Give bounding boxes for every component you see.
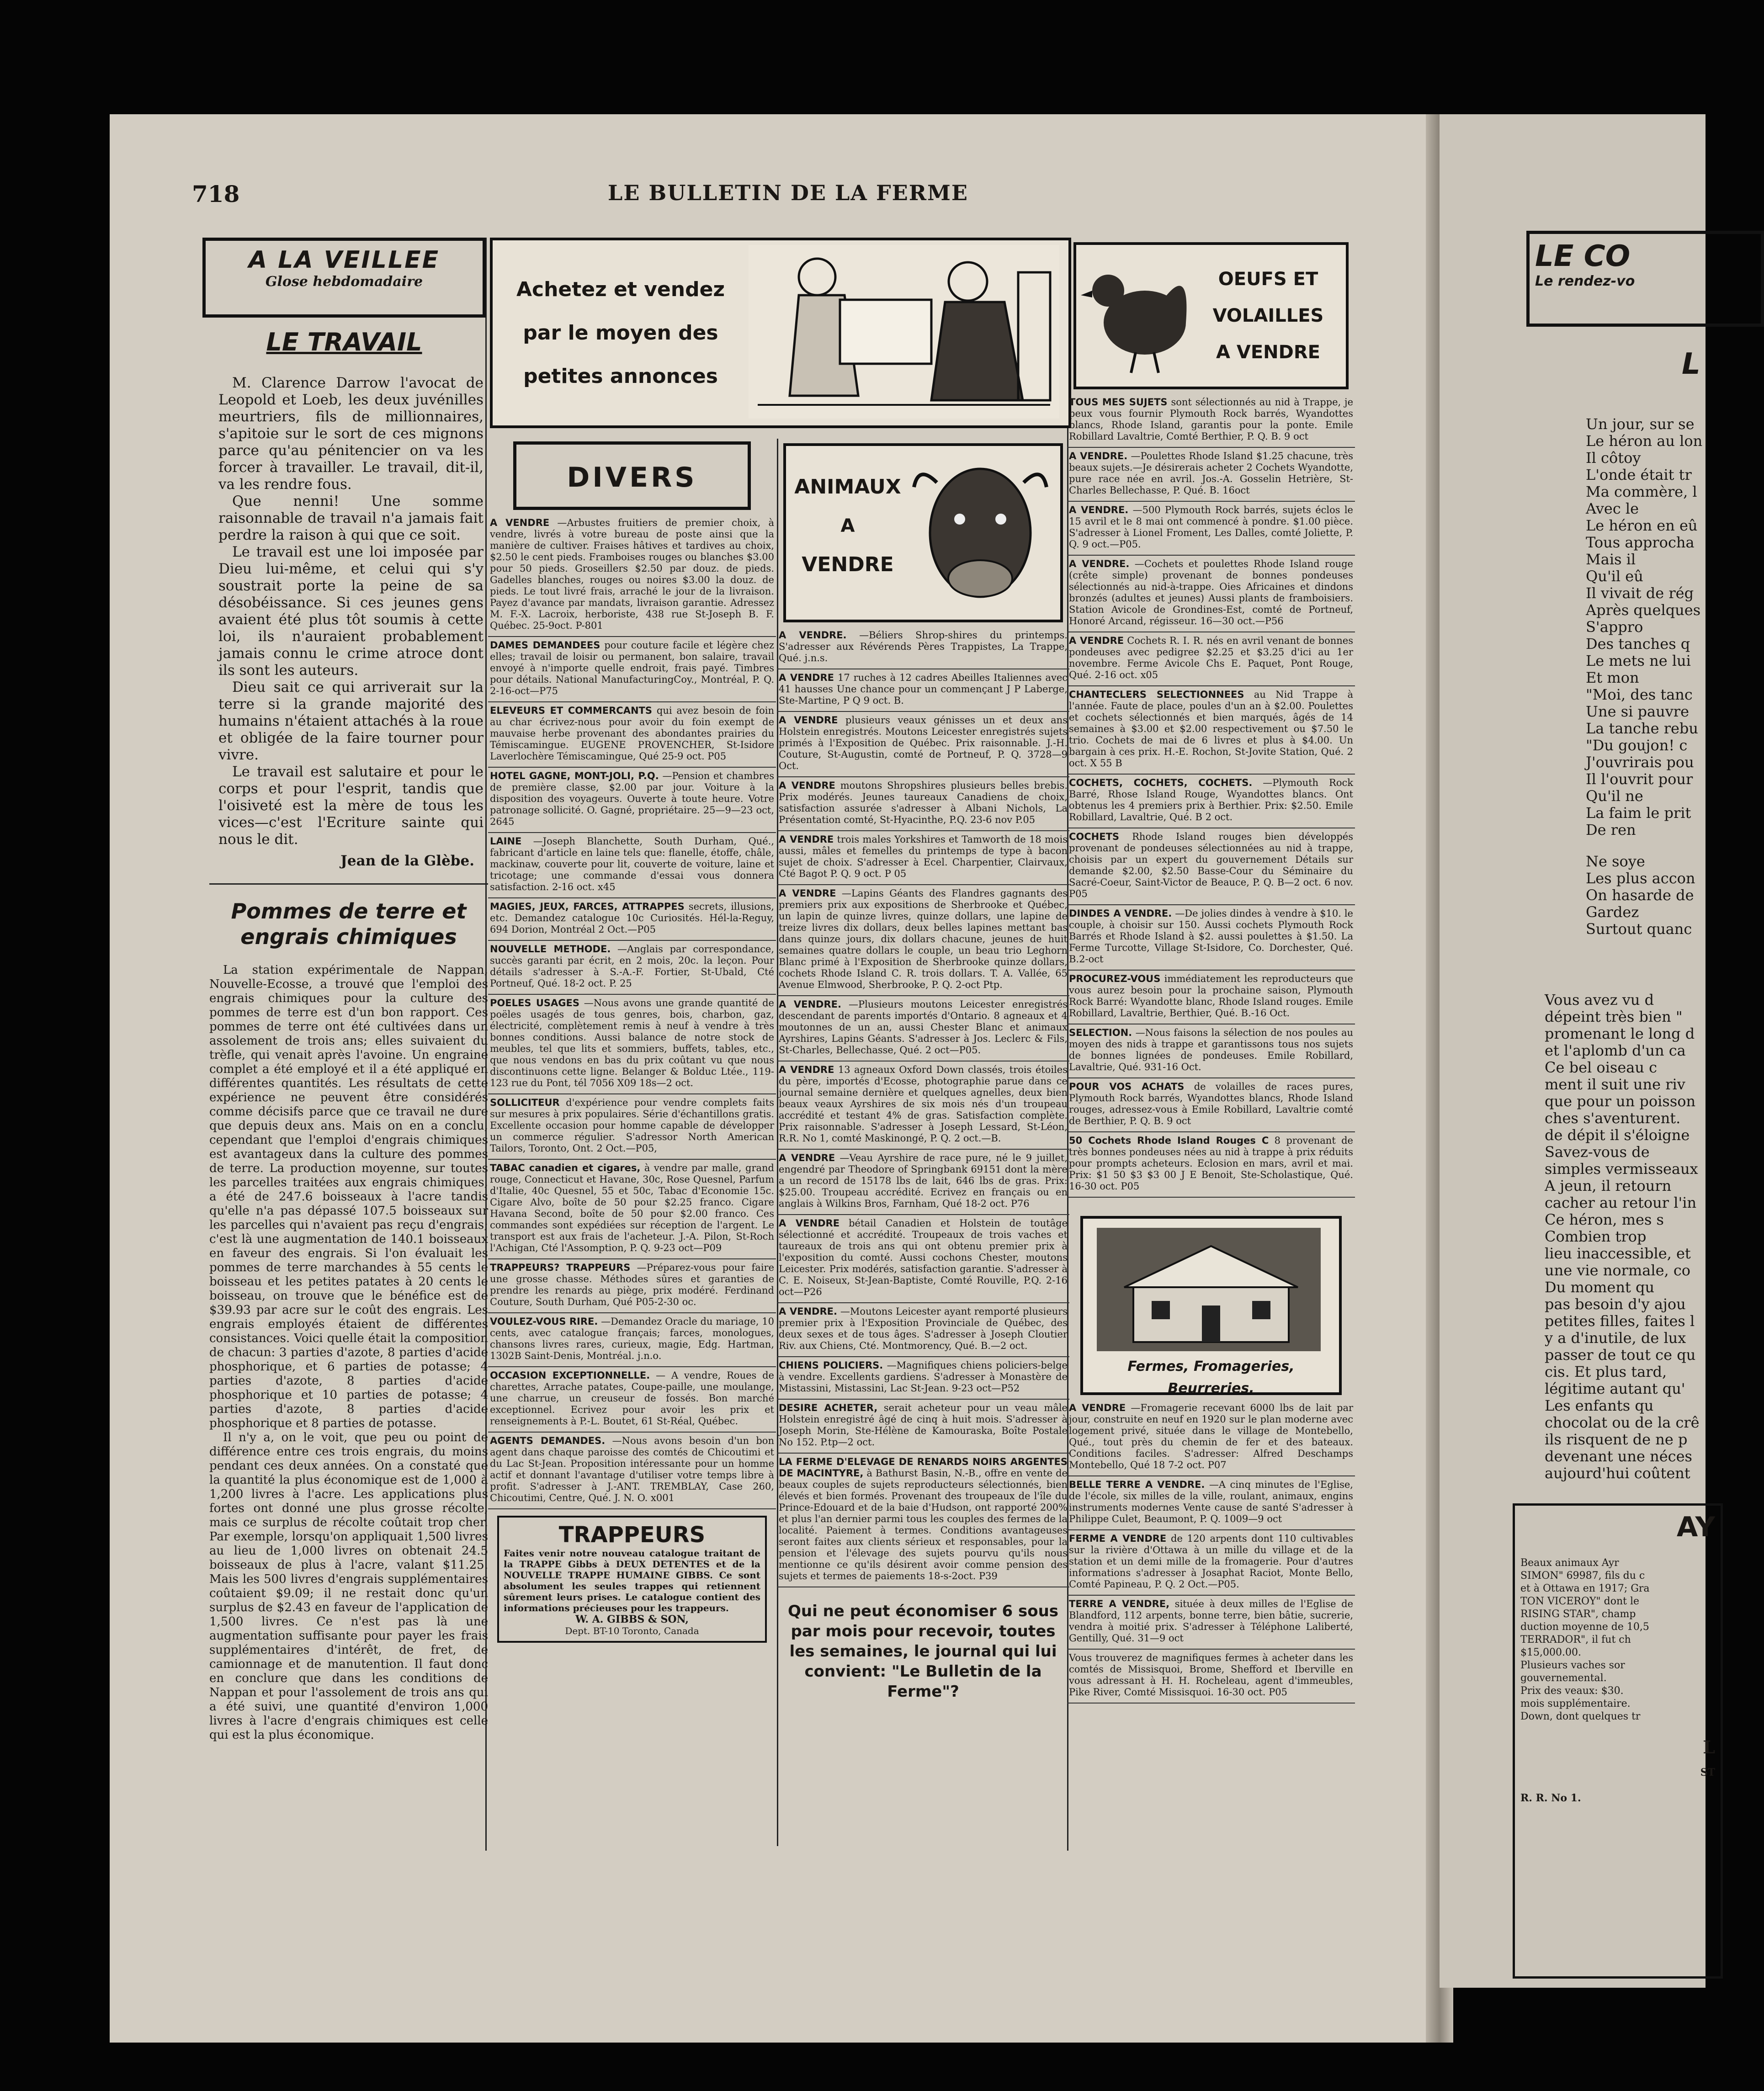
- next-heading: LE CO: [1535, 239, 1631, 273]
- classified-ad: [777, 1303, 1069, 1357]
- paragraph: Il n'y a, on le voit, que peu ou point de différence entre ces trois engrais, du moins pendant ces deux années. On a constaté que la quantité la plus économique est de 1,000 à 1,200 livres à l'acre. Les applications plus fortes ont donné une plus grosse récolte, mais ce surplus de récolte coûtait trop cher. Par exemple, lorsqu'on appliquait 1,500 livres au lieu de 1,000 livres on obtenait 24.5 boisseaux de plus à l'acre, valant $11.25. Mais les 500 livres d'engrais supplémentaires coûtaient $9.09; il ne restait donc qu'un surplus de $2.43 en faveur de l'application de 1,500 livres. Ce n'est pas là une augmentation suffisante pour payer les frais supplémentaires d'intérêt, de fret, de camionnage et de manutention. Il faut donc en conclure que dans les conditions de Nappan et pour l'assolement de trois ans qui a été suivi, une quantité d'environ 1,000 livres à l'acre d'engrais chimiques est celle qui est la plus économique.: [209, 1431, 488, 1742]
- text-line: chocolat ou de la crê: [1545, 1414, 1700, 1431]
- text-line: Les plus accon: [1586, 870, 1695, 887]
- text-line: Le héron au lon: [1586, 432, 1703, 450]
- text-line: duction moyenne de 10,5: [1520, 1621, 1649, 1633]
- ad-lead: A VENDRE: [779, 888, 836, 899]
- ad-lead: DINDES A VENDRE.: [1069, 908, 1172, 919]
- text-line: On hasarde de: [1586, 886, 1694, 904]
- next-ad-heading: AY: [1676, 1511, 1715, 1543]
- classified-ad: [488, 898, 776, 941]
- ad-text: —Nous faisons la sélection de nos poules au moyen des nids à trappe et garantissons tous nos sujets de bonnes lignées de pondeuses. Emile Robillard, Lavaltrie, Qué. 931-16 Oct.: [1069, 1027, 1353, 1072]
- ad-lead: DAMES DEMANDEES: [490, 640, 600, 651]
- text-line: Il vivait de rég: [1586, 584, 1694, 602]
- paragraph: M. Clarence Darrow l'avocat de Leopold et Loeb, les deux juvénilles meurtriers, fils de millionnaires, s'apitoie sur le sort de ces mignons parce qu'au pénitencier on va les forcer à travailler. Le travail, dit-il, va les rendre fous.: [218, 375, 484, 493]
- text-line: Avec le: [1586, 500, 1639, 517]
- oeufs-heading: [1200, 261, 1337, 371]
- animaux-heading: [791, 464, 905, 588]
- text-line: Les enfants qu: [1545, 1397, 1654, 1414]
- classified-ad: [777, 1061, 1069, 1150]
- ad-text: immédiatement les reproducteurs que vous aurez besoin pour la prochaine saison, Plymouth Rock Barré: Wyandotte blanc, Rhode Island rouges. Emile Robillard, Lavaltrie, Berthier, Qué. B.-16 Oct.: [1069, 973, 1353, 1019]
- classified-ad: [1067, 905, 1355, 971]
- text-line: SIMON" 69987, fils du c: [1520, 1570, 1645, 1582]
- text-line: lieu inaccessible, et: [1545, 1245, 1691, 1262]
- classified-ad: [488, 768, 776, 833]
- ad-text: —Lapins Géants des Flandres gagnants des premiers prix aux expositions de Sherbrooke et Québec, un lapin de quinze livres, quinze dollars, une lapine de treize livres dix dollars, deux belles lapines mettant bas dans quinze jours, dix dollars chacune, jeunes de huit semaines quatre dollars le couple, un beau trio Leghorn Blanc primé à l'Exposition de Sherbrooke quinze dollars, cochets Rhode Island C. R. trois dollars. T. A. Vallée, 65 Avenue Elmwood, Sherbrooke, P. Q. 2-oct Ptp.: [779, 888, 1068, 990]
- ad-lead: SELECTION.: [1069, 1027, 1132, 1038]
- text-line: Gardez: [1586, 903, 1639, 921]
- classified-ad: [777, 777, 1069, 831]
- ad-text: —De jolies dindes à vendre à $10. le couple, à choisir sur 150. Aussi cochets Plymouth Rock Barrés et Rhode Island à $2. aussi poulettes à $1.50. La Ferme Turcotte, Village St-Isidore, Co. Dorchester, Qué. B.2-oct: [1069, 908, 1353, 965]
- heading-line: VENDRE: [802, 553, 894, 576]
- banner-line: par le moyen des: [523, 321, 718, 345]
- paragraph: Dieu sait ce qui arriverait sur la terre si la grande majorité des humains n'étaient attachés à la roue et obligée de la faire tourner pour vivre.: [218, 679, 484, 763]
- classified-ad: [1067, 1530, 1355, 1596]
- ad-lead: A VENDRE.: [1069, 558, 1130, 569]
- ad-lead: COCHETS, COCHETS, COCHETS.: [1069, 777, 1253, 788]
- heading-line: OEUFS ET: [1218, 269, 1318, 290]
- banner-line: Achetez et vendez: [516, 278, 725, 301]
- ad-lead: AGENTS DEMANDES.: [490, 1435, 606, 1446]
- ad-text: qui avez besoin de foin au char écrivez-nous pour avoir du foin exempt de mauvaise herbe provenant des abondantes prairies du Témiscamingue. EUGENE PROVENCHER, St-Isidore Laverlochère Témiscamingue, Qué 25-9 oct. P05: [490, 705, 774, 762]
- text-line: Après quelques: [1586, 601, 1701, 619]
- ad-lead: A VENDRE: [779, 672, 834, 683]
- oeufs-heading-box: [1073, 242, 1349, 389]
- ad-text: 8 provenant de très bonnes pondeuses nées au nid à trappe à prix réduits pour prompts acheteurs. Eclosion en mars, avril et mai. Prix: $1 50 $3 $3 00 J E Benoit, Ste-Scholastique, Qué. 16-30 oct. P05: [1069, 1135, 1353, 1192]
- trappeurs-signature: W. A. GIBBS & SON,: [575, 1613, 689, 1625]
- ad-text: —Moutons Leicester ayant remporté plusieurs premier prix à l'Exposition Provinciale de Québec, des deux sexes et de tous âges. S'adresser à Joseph Cloutier Riv. aux Chiens, Cté. Montmorency, Qué. B.—2 oct.: [779, 1306, 1068, 1351]
- text-line: que pour un poisson: [1545, 1093, 1696, 1110]
- text-line: Des tanches q: [1586, 635, 1690, 653]
- text-line: La tanche rebu: [1586, 720, 1699, 737]
- ad-lead: LA FERME D'ELEVAGE DE RENARDS NOIRS ARGENTES DE MACINTYRE,: [779, 1456, 1068, 1479]
- text-line: légitime autant qu': [1545, 1380, 1685, 1397]
- next-ad-side: L: [1703, 1737, 1715, 1757]
- ad-text: —Demandez Oracle du mariage, 10 cents, avec catalogue français; farces, monologues, chansons livres rares, curieux, magie, Edg. Hartman, 1302B Saint-Denis, Montréal. j.n.o.: [490, 1316, 774, 1361]
- text-line: simples vermisseaux: [1545, 1160, 1698, 1178]
- trappeurs-box: [497, 1516, 767, 1643]
- text-line: TERRADOR", il fut ch: [1520, 1634, 1631, 1645]
- text-line: promenant le long d: [1545, 1025, 1695, 1042]
- ad-text: —Nous avons besoin d'un bon agent dans chaque paroisse des comtés de Chicoutimi et du Lac St-Jean. Proposition intéressante pour un homme actif et donnant l'avantage d'utiliser votre temps libre à profit. S'adresser à J.-ANT. TREMBLAY, Case 260, Chicoutimi, Centre, Qué. J. N. O. x001: [490, 1435, 774, 1503]
- classified-ad: [1067, 775, 1355, 828]
- text-line: Il l'ouvrit pour: [1586, 770, 1693, 788]
- text-line: devenant une néces: [1545, 1448, 1692, 1465]
- text-line: Plusieurs vaches sor: [1520, 1660, 1625, 1671]
- ad-lead: NOUVELLE METHODE.: [490, 944, 611, 955]
- ad-lead: PROCUREZ-VOUS: [1069, 973, 1161, 984]
- next-ad-footer: R. R. No 1.: [1520, 1792, 1581, 1804]
- ad-lead: POUR VOS ACHATS: [1069, 1081, 1185, 1092]
- text-line: Le mets ne lui: [1586, 652, 1691, 669]
- text-line: pas besoin d'y ajou: [1545, 1295, 1686, 1313]
- veillee-heading: A LA VEILLEE: [248, 246, 440, 274]
- ad-text: sont sélectionnés au nid à Trappe, je peux vous fournir Plymouth Rock barrés, Wyandottes blancs, Rhode Island, garantis pour la ponte. Emile Robillard Lavaltrie, Comté Berthier, P. Q. B. 9 oct: [1069, 397, 1353, 442]
- text-line: De ren: [1586, 821, 1636, 839]
- ad-lead: A VENDRE.: [779, 630, 847, 641]
- ad-lead: A VENDRE: [779, 1064, 834, 1075]
- classified-ad: [488, 1433, 776, 1509]
- divers-heading: DIVERS: [567, 462, 697, 494]
- classified-ad: [777, 627, 1069, 669]
- ad-text: —Fromagerie recevant 6000 lbs de lait par jour, construite en neuf en 1920 sur le plan moderne avec logement privé, située dans le village de Montebello, Qué., tout près du chemin de fer et des bateaux. Conditions faciles. S'adresser: Alfred Deschamps Montebello, Qué 18 7-2 oct. P07: [1069, 1402, 1353, 1470]
- text-line: A jeun, il retourn: [1545, 1177, 1672, 1194]
- ad-text: à vendre par malle, grand rouge, Connecticut et Havane, 30c, Rose Quesnel, Parfum d'Italie, 40c Quesnel, 55 et 50c, Tabac d'Economie 15c. Cigare Alvo, boîte de 50 pour $2.25 franco. Cigare Havana Second, boîte de 50 pour $2.00 franco. Ces commandes sont expédiées sur réception de l'argent. Le transport est aux frais de l'acheteur. J.-A. Pilon, St-Roch l'Achigan, Cté l'Assomption, P. Q. 9-23 oct—P09: [490, 1162, 774, 1253]
- ad-text: —Cochets et poulettes Rhode Island rouge (crête simple) provenant de bonnes pondeuses sélectionnés au nid-à-trappe. Oies Africaines et dindons bronzés (adultes et jeunes) Aussi plants de framboisiers. Station Avicole de Grondines-Est, comté de Portneuf, Honoré Arcand, régisseur. 16—30 oct.—P56: [1069, 558, 1353, 626]
- ad-text: —500 Plymouth Rock barrés, sujets éclos le 15 avril et le 8 mai ont commencé à pondre. $1.00 pièce. S'adresser à Lionel Froment, Les Dalles, comté Joliette, P. Q. 9 oct.—P05.: [1069, 504, 1353, 550]
- ad-text: —Préparez-vous pour faire une grosse chasse. Méthodes sûres et garanties de prendre les renards au piège, prix modéré. Ferdinand Couture, South Durham, Qué P05-2-30 oc.: [490, 1262, 774, 1307]
- banner-slogan: [502, 268, 739, 398]
- fermes-heading-box: [1080, 1216, 1342, 1395]
- text-line: Ce bel oiseau c: [1545, 1059, 1658, 1076]
- banner-line: petites annonces: [523, 365, 718, 388]
- text-line: $15,000.00.: [1520, 1647, 1581, 1658]
- text-line: y a d'inutile, de lux: [1545, 1329, 1686, 1347]
- ad-text: au Nid Trappe à l'année. Faute de place, poules d'un an à $2.00. Poulettes et cochets sélectionnés et bien marqués, âgés de 14 semaines à $3.00 et $2.00 respectivement ou $7.50 le trio. Cochets de mai de 6 livres et plus à $4.00. Un bargain à ces prix. H.-E. Rochon, St-Jovite Station, Qué. 2 oct. X 55 B: [1069, 689, 1353, 769]
- ad-text: —Plymouth Rock Barré, Rhose Island Rouge, Wyandottes blancs. Ont obtenus les 4 premiers prix à Berthier. Prix: $2.50. Emile Robillard, Lavaltrie, Qué. B 2 oct.: [1069, 777, 1353, 823]
- text-line: Ne soye: [1586, 853, 1645, 870]
- ad-lead: TERRE A VENDRE,: [1069, 1598, 1170, 1609]
- ad-text: — A vendre, Roues de charettes, Arrache patates, Coupe-paille, une moulange, une charrue, un creuseur de fossés. Bon marché exceptionnel. Ecrivez pour avoir les prix et renseignements à P.-L. Boutet, 61 St-Réal, Québec.: [490, 1370, 774, 1427]
- next-poem: [1586, 416, 1723, 938]
- bull-head-icon: [909, 455, 1051, 606]
- fermes-ads: [1067, 1400, 1355, 1704]
- column-veillee: [191, 238, 497, 1800]
- classified-ad: [777, 885, 1069, 996]
- text-line: S'appro: [1586, 618, 1643, 636]
- ad-lead: A VENDRE: [1069, 635, 1124, 646]
- page-number: 718: [192, 180, 240, 207]
- classified-ad: [488, 995, 776, 1094]
- ad-lead: CHANTECLERS SELECTIONNEES: [1069, 689, 1244, 700]
- text-line: Vous avez vu d: [1545, 991, 1654, 1008]
- classified-ad: [777, 1215, 1069, 1303]
- subscription-promo: Qui ne peut économiser 6 sous par mois pour recevoir, toutes les semaines, le journal qui lui convient: "Le Bulletin de la Ferme"?: [787, 1602, 1059, 1701]
- text-line: "Moi, des tanc: [1586, 686, 1693, 703]
- text-line: aujourd'hui coûtent: [1545, 1465, 1690, 1482]
- ad-text: pour couture facile et légère chez elles; travail de loisir ou permanent, bon salaire, travail envoyé à n'importe quelle endroit, frais payé. Timbres pour détails. National ManufacturingCoy., Montréal, P. Q. 2-16-oct—P75: [490, 640, 774, 696]
- classified-ad: [1067, 686, 1355, 775]
- classified-ad: [1067, 1024, 1355, 1078]
- text-line: Et mon: [1586, 669, 1639, 686]
- text-line: Ce héron, mes s: [1545, 1211, 1664, 1228]
- ad-lead: VOULEZ-VOUS RIRE.: [490, 1316, 598, 1327]
- text-line: J'ouvrirais pou: [1586, 754, 1694, 771]
- text-line: une vie normale, co: [1545, 1262, 1691, 1279]
- ad-lead: FERME A VENDRE: [1069, 1533, 1167, 1544]
- trappeurs-title: TRAPPEURS: [558, 1522, 706, 1548]
- ad-lead: BELLE TERRE A VENDRE.: [1069, 1479, 1205, 1490]
- ad-lead: MAGIES, JEUX, FARCES, ATTRAPPES: [490, 901, 685, 912]
- classified-ad: [488, 1367, 776, 1433]
- text-line: de dépit il s'éloigne: [1545, 1126, 1690, 1144]
- classified-ad: [1067, 394, 1355, 448]
- classified-ad: [1067, 971, 1355, 1024]
- ad-text: —Arbustes fruitiers de premier choix, à vendre, livrés à votre bureau de poste ainsi que la manière de cultiver. Fraises hâtives et tardives au choix, $2.50 le cent pieds. Framboises rouges ou blanches $3.00 pour 50 pieds. Groseillers $2.50 par douz. de pieds. Gadelles blanches, rouges ou noires $3.00 la douz. de pieds. Le tout livré frais, arraché le jour de la livraison. Payez d'avance par mandats, livraison garantie. Adressez M. F.-X. Lacroix, herboriste, 438 rue St-Joseph B. F. Québec. 25-9oct. P-801: [490, 517, 775, 631]
- ad-text: bétail Canadien et Holstein de toutâge sélectionné et accrédité. Troupeaux de trois vaches et taureaux de trois ans qui ont obtenu premier prix à l'exposition du comté. Aussi cochons Chester, moutons Leicester. Prix modérés, satisfaction garantie. S'adresser à C. E. Noiseux, St-Jean-Baptiste, Comté Rouville, P.Q. 2-16 oct—P26: [779, 1218, 1068, 1297]
- ad-text: moutons Shropshires plusieurs belles brebis. Prix modérés. Jeunes taureaux Canadiens de choix, satisfaction assurée s'adresser à Albani Nichols, La Présentation comté, St-Hyacinthe, P.Q. 23-6 nov P.05: [779, 780, 1068, 825]
- ad-lead: A VENDRE: [779, 834, 834, 845]
- ad-lead: HOTEL GAGNE, MONT-JOLI, P.Q.: [490, 770, 659, 781]
- veillee-heading-box: [202, 238, 486, 318]
- classified-ad: [1067, 632, 1355, 686]
- heading-line: A VENDRE: [1216, 342, 1320, 363]
- column-divers: [488, 439, 776, 1864]
- text-line: [1586, 839, 1723, 853]
- text-line: Qu'il eû: [1586, 568, 1643, 585]
- next-ad-lines: [1520, 1557, 1715, 1723]
- ad-text: à Bathurst Basin, N.-B., offre en vente de beaux couples de sujets reproducteurs sélectionnés, bien élevés et bien formés. Provenant des troupeaux de l'île du Prince-Edouard et de la baie d'Hudson, ont rapporté 200% et plus l'an dernier parmi tous les couples des fermes de la localité. Paiement à termes. Conditions avantageuses seront faites aux clients sérieux et responsables, pour la pension et l'élevage des sujets pourvu qu'ils nous mentionne ce qu'ils désirent avoir comme pension des sujets et termes de paiements 18-s-2oct. P39: [779, 1468, 1068, 1582]
- ad-lead: A VENDRE: [1069, 1402, 1126, 1413]
- petites-annonces-banner: [490, 238, 1071, 428]
- ad-lead: CHIENS POLICIERS.: [779, 1360, 883, 1371]
- ad-text: —Anglais par correspondance, succès garanti par écrit, en 2 mois, 20c. la leçon. Pour détails s'adresser à S.-A.-F. Fortier, St-Ubald, Cté Portneuf, Qué. 18-2 oct. P. 25: [490, 944, 774, 989]
- column-oeufs: [1067, 238, 1355, 1851]
- text-line: petites filles, faites l: [1545, 1312, 1695, 1330]
- ad-text: 13 agneaux Oxford Down classés, trois étoiles du père, importés d'Ecosse, photographie parue dans ce journal semaine dernière et quelques agnelles, deux bien beaux veaux Ayrshires de six mois nés d'un troupeau accrédité et testant 4% de gras. Satisfaction complète. Prix raisonnable. S'adresser à Joseph Lessard, St-Léon, R.R. No 1, comté Maskinongé, P. Q. 2 oct.—B.: [779, 1064, 1068, 1144]
- ad-text: Vous trouverez de magnifiques fermes à acheter dans les comtés de Missisquoi, Brome, Shefford et Iberville en vous adressant à H. H. Rocheleau, agent d'immeubles, Pike River, Comté Missisquoi. 16-30 oct. P05: [1069, 1652, 1353, 1698]
- classified-ad: [1067, 556, 1355, 632]
- heading-line: ANIMAUX: [794, 475, 901, 499]
- text-line: Savez-vous de: [1545, 1143, 1650, 1161]
- ad-lead: A VENDRE.: [1069, 504, 1129, 515]
- classified-ad: [488, 702, 776, 768]
- ad-lead: TOUS MES SUJETS: [1069, 397, 1168, 408]
- next-ad-side: ST: [1700, 1767, 1715, 1778]
- ad-text: Cochets R. I. R. nés en avril venant de bonnes pondeuses avec pedigree $2.25 et $3.25 d'ici au 1er novembre. Ferme Avicole Chs E. Paquet, Pont Rouge, Qué. 2-16 oct. x05: [1069, 635, 1353, 680]
- text-line: mois supplémentaire.: [1520, 1698, 1631, 1709]
- text-line: Ma commère, l: [1586, 483, 1697, 500]
- text-line: et l'aplomb d'un ca: [1545, 1042, 1686, 1059]
- next-subheading: Le rendez-vo: [1535, 273, 1635, 289]
- paragraph: Le travail est une loi imposée par Dieu lui-même, et celui qui s'y soustrait porte la peine de sa désobéissance. Si ces jeunes gens avaient été plus tôt soumis à cette loi, ils n'auraient probablement jamais connu le crime atroce dont ils sont les auteurs.: [218, 544, 484, 679]
- classified-ad: [777, 669, 1069, 712]
- ad-lead: TABAC canadien et cigares,: [490, 1162, 641, 1173]
- text-line: Mais il: [1586, 551, 1636, 568]
- veillee-subheading: Glose hebdomadaire: [265, 274, 423, 290]
- ad-text: —Joseph Blanchette, South Durham, Qué., fabricant d'article en laine tels que: flanelle, étoffe, châle, mackinaw, couverte pour lit, couverte de voiture, laine et tricotage; une commande d'essai vous donnera satisfaction. 2-16 oct. x45: [490, 836, 774, 892]
- ad-text: secrets, illusions, etc. Demandez catalogue 10c Curiosités. Hél-la-Reguy, 694 Dorion, Montréal 2 Oct.—P05: [490, 901, 774, 935]
- text-line: passer de tout ce qu: [1545, 1346, 1696, 1364]
- trappeurs-text: Faites venir notre nouveau catalogue traitant de la TRAPPE Gibbs à DEUX DETENTES et de la NOUVELLE TRAPPE HUMAINE GIBBS. Ce sont absolument les seules trappes qui retiennent sûrement leurs prises. Le catalogue contient des informations précieuses pour les trappeurs.: [504, 1548, 760, 1613]
- ad-text: —Magnifiques chiens policiers-belge à vendre. Excellents gardiens. S'adresser à Monastère de Mistassini, Mistassini, Lac St-Jean. 9-23 oct—P52: [779, 1360, 1068, 1394]
- ad-lead: A VENDRE: [779, 1152, 835, 1163]
- text-line: Down, dont quelques tr: [1520, 1711, 1641, 1722]
- chicken-icon: [1081, 254, 1195, 377]
- paragraph: La station expérimentale de Nappan, Nouvelle-Ecosse, a trouvé que l'emploi des engrais chimiques pour la culture des pommes de terre est d'un bon rapport. Ces pommes de terre ont été cultivées dans un assolement de trois ans; elles suivaient du trèfle, qui venait après l'avoine. Un engraine complet a été employé et il a été appliqué en différentes quantités. Les résultats de cette expérience ne peuvent être considérés comme décisifs parce que ce travail ne dure que depuis deux ans. Mais on en a conclu, cependant que l'emploi d'engrais chimiques est avantageux dans la culture des pommes de terre. La production moyenne, sur toutes les parcelles traitées aux engrais chimiques, a été de 247.6 boisseaux à l'acre tandis qu'elle n'a pas dépassé 107.5 boisseaux sur les parcelles qui n'avaient pas reçu d'engrais; c'est là une augmentation de 140.1 boisseaux en faveur des engrais. Si l'on évaluait les pommes de terre marchandes à 55 cents le boisseau et les petites patates à 20 cents le boisseau, on trouve que le bénéfice est de $39.93 par acre sur le coût des engrais. Les engrais employés étaient de différentes consistances. Voici quelle était la composition de chacun: 3 parties d'azote, 8 parties d'acide phosphorique, et 6 parties de potasse; 4 parties d'azote, 8 parties d'acide phosphorique et 10 parties de potasse; 4 parties d'azote, 8 parties d'acide phosphorique et 8 parties de potasse.: [209, 963, 488, 1430]
- heading-line: A: [840, 515, 855, 536]
- classified-ad: [1067, 502, 1355, 556]
- ad-text: Rhode Island rouges bien développés provenant de pondeuses sélectionnées au nid à trappe, choisis par un expert du gouvernement Détails sur demande $2.00, $2.50 Basse-Cour du Séminaire du Sacré-Coeur, Saint-Victor de Beauce, P. Q. B—2 oct. 6 nov. P05: [1069, 831, 1354, 899]
- ad-lead: A VENDRE.: [779, 1306, 837, 1317]
- ad-lead: A VENDRE.: [1069, 451, 1128, 462]
- classified-ad: [777, 1400, 1069, 1454]
- classified-ad: [777, 831, 1069, 885]
- farmhouse-icon: [1097, 1228, 1321, 1351]
- ad-lead: COCHETS: [1069, 831, 1120, 842]
- ad-text: —Nous avons une grande quantité de poëles usagés de tous genres, bois, charbon, gaz, électricité, complètement remis à neuf à vendre à très bonnes conditions. Aussi balance de notre stock de meubles, tel que lits et sommiers, buffets, tables, etc., que nous vendons en bas du prix coûtant vu que nous discontinuons cette ligne. Belanger & Bolduc Ltée., 119-123 rue du Pont, tél 7056 X09 18s—2 oct.: [490, 998, 774, 1088]
- classified-ad: [488, 637, 776, 702]
- text-line: Beaux animaux Ayr: [1520, 1557, 1619, 1569]
- ad-lead: TRAPPEURS? TRAPPEURS: [490, 1262, 631, 1273]
- next-heading-box: [1526, 231, 1764, 327]
- signature: Jean de la Glèbe.: [340, 853, 474, 869]
- classified-ad: [777, 1454, 1069, 1587]
- text-line: Combien trop: [1545, 1228, 1647, 1245]
- classified-ad: [488, 515, 776, 637]
- text-line: "Du goujon! c: [1586, 737, 1688, 754]
- classified-ad: [1067, 1078, 1355, 1132]
- ad-lead: LAINE: [490, 836, 522, 847]
- classified-ad: [488, 1094, 776, 1160]
- classified-ad: [1067, 448, 1355, 502]
- classified-ad: [488, 1160, 776, 1259]
- text-line: RISING STAR", champ: [1520, 1608, 1636, 1620]
- classified-ad: [777, 712, 1069, 777]
- ad-text: —Béliers Shrop-shires du printemps. S'adresser aux Révérends Pères Trappistes, La Trappe, Qué. j.n.s.: [779, 630, 1068, 663]
- column-animaux: [777, 439, 1069, 1832]
- classified-ad: [1067, 1476, 1355, 1530]
- ad-text: serait acheteur pour un veau mâle Holstein enregistré âgé de cinq à huit mois. S'adresser à Joseph Morin, Ste-Hélène de Kamouraska, Boîte Postale No 152. P.tp—2 oct.: [779, 1402, 1068, 1448]
- heading-line: VOLAILLES: [1212, 305, 1324, 326]
- ad-text: —Plusieurs moutons Leicester enregistrés descendant de parents importés d'Ontario. 8 agneaux et 4 moutonnes de un an, aussi Chester Blanc et animaux Ayrshires, Lapins Géants. S'adresser à Jos. Leclerc & Fils, St-Charles, Bellechasse, Qué. 2 oct—P05.: [779, 999, 1068, 1056]
- oeufs-ads: [1067, 394, 1355, 1198]
- couple-reading-illustration: [749, 245, 1059, 419]
- text-line: Surtout quanc: [1586, 920, 1692, 938]
- ad-text: 17 ruches à 12 cadres Abeilles Italiennes avec 41 hausses Une chance pour un commençant J P Laberge, Ste-Martine, P Q 9 oct. B.: [779, 672, 1068, 706]
- veillee-body: [191, 375, 497, 870]
- page-header: [192, 180, 1389, 208]
- text-line: Un jour, sur se: [1586, 415, 1695, 433]
- ad-lead: ELEVEURS ET COMMERCANTS: [490, 705, 652, 716]
- divers-ads: [488, 515, 776, 1509]
- text-line: La faim le prit: [1586, 804, 1691, 822]
- next-title: L: [1682, 347, 1700, 381]
- ad-lead: A VENDRE.: [779, 999, 841, 1010]
- ad-lead: A VENDRE: [779, 780, 835, 791]
- ad-lead: DESIRE ACHETER,: [779, 1402, 878, 1413]
- classified-ad: [488, 833, 776, 898]
- classified-ad: [777, 1357, 1069, 1400]
- ad-lead: POELES USAGES: [490, 998, 579, 1008]
- text-line: dépeint très bien ": [1545, 1008, 1683, 1025]
- ad-text: plusieurs veaux génisses un et deux ans Holstein enregistrés. Moutons Leicester enregistrés sujets primés à l'Exposition de Québec. Prix raisonnable. J.-H. Couture, St-Augustin, comté de Portneuf, P. Q. 3728—9 Oct.: [779, 715, 1068, 771]
- text-line: L'onde était tr: [1586, 466, 1692, 483]
- ad-text: —Poulettes Rhode Island $1.25 chacune, très beaux sujets.—Je désirerais acheter 2 Cochets Wyandotte, pure race née en avril. Jos.-A. Gosselin Hetrière, St-Charles Bellechasse, P. Qué. B. 16oct: [1069, 451, 1353, 496]
- pommes-body: [191, 963, 497, 1742]
- divider: [209, 883, 488, 885]
- text-line: cis. Et plus tard,: [1545, 1363, 1667, 1380]
- ad-text: —Pension et chambres de première classe, $2.00 par jour. Voiture à la disposition des voyageurs. Ouverte à toute heure. Votre patronage sollicité. O. Gagné, propriétaire. 25—9—23 oct, 2645: [490, 770, 774, 827]
- ad-text: —A cinq minutes de l'Eglise, de l'école, six milles de la ville, roulant, animaux, engins instruments modernes Vente cause de santé S'adresser à Philippe Culet, Beaumont, P. Q. 1009—9 oct: [1069, 1479, 1353, 1524]
- classified-ad: [1067, 1400, 1355, 1476]
- text-line: ils risquent de ne p: [1545, 1431, 1688, 1448]
- classified-ad: [1067, 1596, 1355, 1650]
- text-line: Prix des veaux: $30.: [1520, 1685, 1624, 1697]
- ad-lead: A VENDRE: [490, 517, 550, 528]
- newspaper-title: LE BULLETIN DE LA FERME: [608, 180, 968, 205]
- text-line: et à Ottawa en 1917; Gra: [1520, 1583, 1650, 1594]
- classified-ad: [488, 1313, 776, 1367]
- ad-lead: A VENDRE: [779, 715, 838, 726]
- next-ad-box: [1513, 1503, 1723, 1979]
- text-line: Le héron en eû: [1586, 517, 1698, 534]
- ad-text: située à deux milles de l'Eglise de Blandford, 112 arpents, bonne terre, bien bâtie, sucrerie, vendra à moitié prix. S'adresser à Téléphone Laliberté, Gentilly, Qué. 31—9 oct: [1069, 1598, 1354, 1644]
- text-line: Une si pauvre: [1586, 703, 1689, 720]
- text-line: gouvernemental.: [1520, 1672, 1607, 1684]
- classified-ad: [488, 1259, 776, 1313]
- ad-lead: 50 Cochets Rhode Island Rouges C: [1069, 1135, 1269, 1146]
- text-line: Qu'il ne: [1586, 787, 1643, 805]
- fermes-caption: Fermes, Fromageries, Beurreries.: [1127, 1359, 1295, 1396]
- classified-ad: [1067, 1650, 1355, 1704]
- classified-ad: [488, 941, 776, 995]
- paragraph: Le travail est salutaire et pour le corps et pour l'esprit, tandis que l'oisiveté est la mère de tous les vices—c'est l'Ecriture sainte qui nous le dit.: [218, 764, 484, 848]
- animaux-heading-box: [783, 443, 1063, 622]
- classified-ad: [1067, 1132, 1355, 1198]
- text-line: Il côtoy: [1586, 449, 1641, 467]
- text-line: cacher au retour l'in: [1545, 1194, 1697, 1211]
- classified-ad: [777, 1150, 1069, 1215]
- text-line: Du moment qu: [1545, 1279, 1655, 1296]
- next-page: [1440, 114, 1715, 1988]
- ad-lead: SOLLICITEUR: [490, 1097, 560, 1108]
- text-line: Tous approcha: [1586, 534, 1695, 551]
- article-title: LE TRAVAIL: [266, 328, 422, 356]
- text-line: ches s'aventurent.: [1545, 1109, 1681, 1127]
- divers-heading-box: [513, 441, 751, 510]
- ad-text: —Veau Ayrshire de race pure, né le 9 juillet, engendré par Theodore of Springbank 69151 dont la mère a un record de 15178 lbs de lait, 646 lbs de gras. Prix: $25.00. Troupeau accrédité. Ecrivez en français ou en anglais à Wilkins Bros, Farnham, Qué 18-2 oct. P76: [779, 1152, 1068, 1209]
- ad-lead: A VENDRE: [779, 1218, 840, 1229]
- next-prose: [1545, 992, 1727, 1482]
- text-line: ment il suit une riv: [1545, 1076, 1685, 1093]
- classified-ad: [777, 996, 1069, 1061]
- animaux-ads: [777, 627, 1069, 1587]
- trappeurs-address: Dept. BT-10 Toronto, Canada: [565, 1625, 699, 1636]
- ad-text: d'expérience pour vendre complets faits sur mesures à prix populaires. Série d'échantillons gratis. Excellente occasion pour homme capable de développer un commerce régulier. S'adressor North American Tailors, Toronto, Ont. 2 Oct.—P05,: [490, 1097, 774, 1154]
- text-line: TON VICEROY" dont le: [1520, 1596, 1640, 1607]
- classified-ad: [1067, 828, 1355, 905]
- ad-text: de 120 arpents dont 110 cultivables sur la rivière d'Ottawa à un mille du village et de la station et un demi mille de la fromagerie. Pour d'autres informations s'adresser à Josaphat Raciot, Monte Bello, Comté Papineau, P. Q. 2 Oct.—P05.: [1069, 1533, 1353, 1590]
- ad-text: trois males Yorkshires et Tamworth de 18 mois aussi, mâles et femelles du printemps de type à bacon sujet de choix. S'adresser à Ecel. Charpentier, Clairvaux, Cté Bagot P. Q. 9 oct. P 05: [779, 834, 1068, 879]
- paragraph: Que nenni! Une somme raisonnable de travail n'a jamais fait perdre la raison à qui que ce soit.: [218, 493, 484, 543]
- ad-text: de volailles de races pures, Plymouth Rock barrés, Wyandottes blancs, Rhode Island rouges, adressez-vous à Emile Robillard, Lavaltrie comté de Berthier, P. Q. B. 9 oct: [1069, 1081, 1353, 1126]
- article-title: Pommes de terre et engrais chimiques: [231, 899, 467, 949]
- ad-lead: OCCASION EXCEPTIONNELLE.: [490, 1370, 650, 1381]
